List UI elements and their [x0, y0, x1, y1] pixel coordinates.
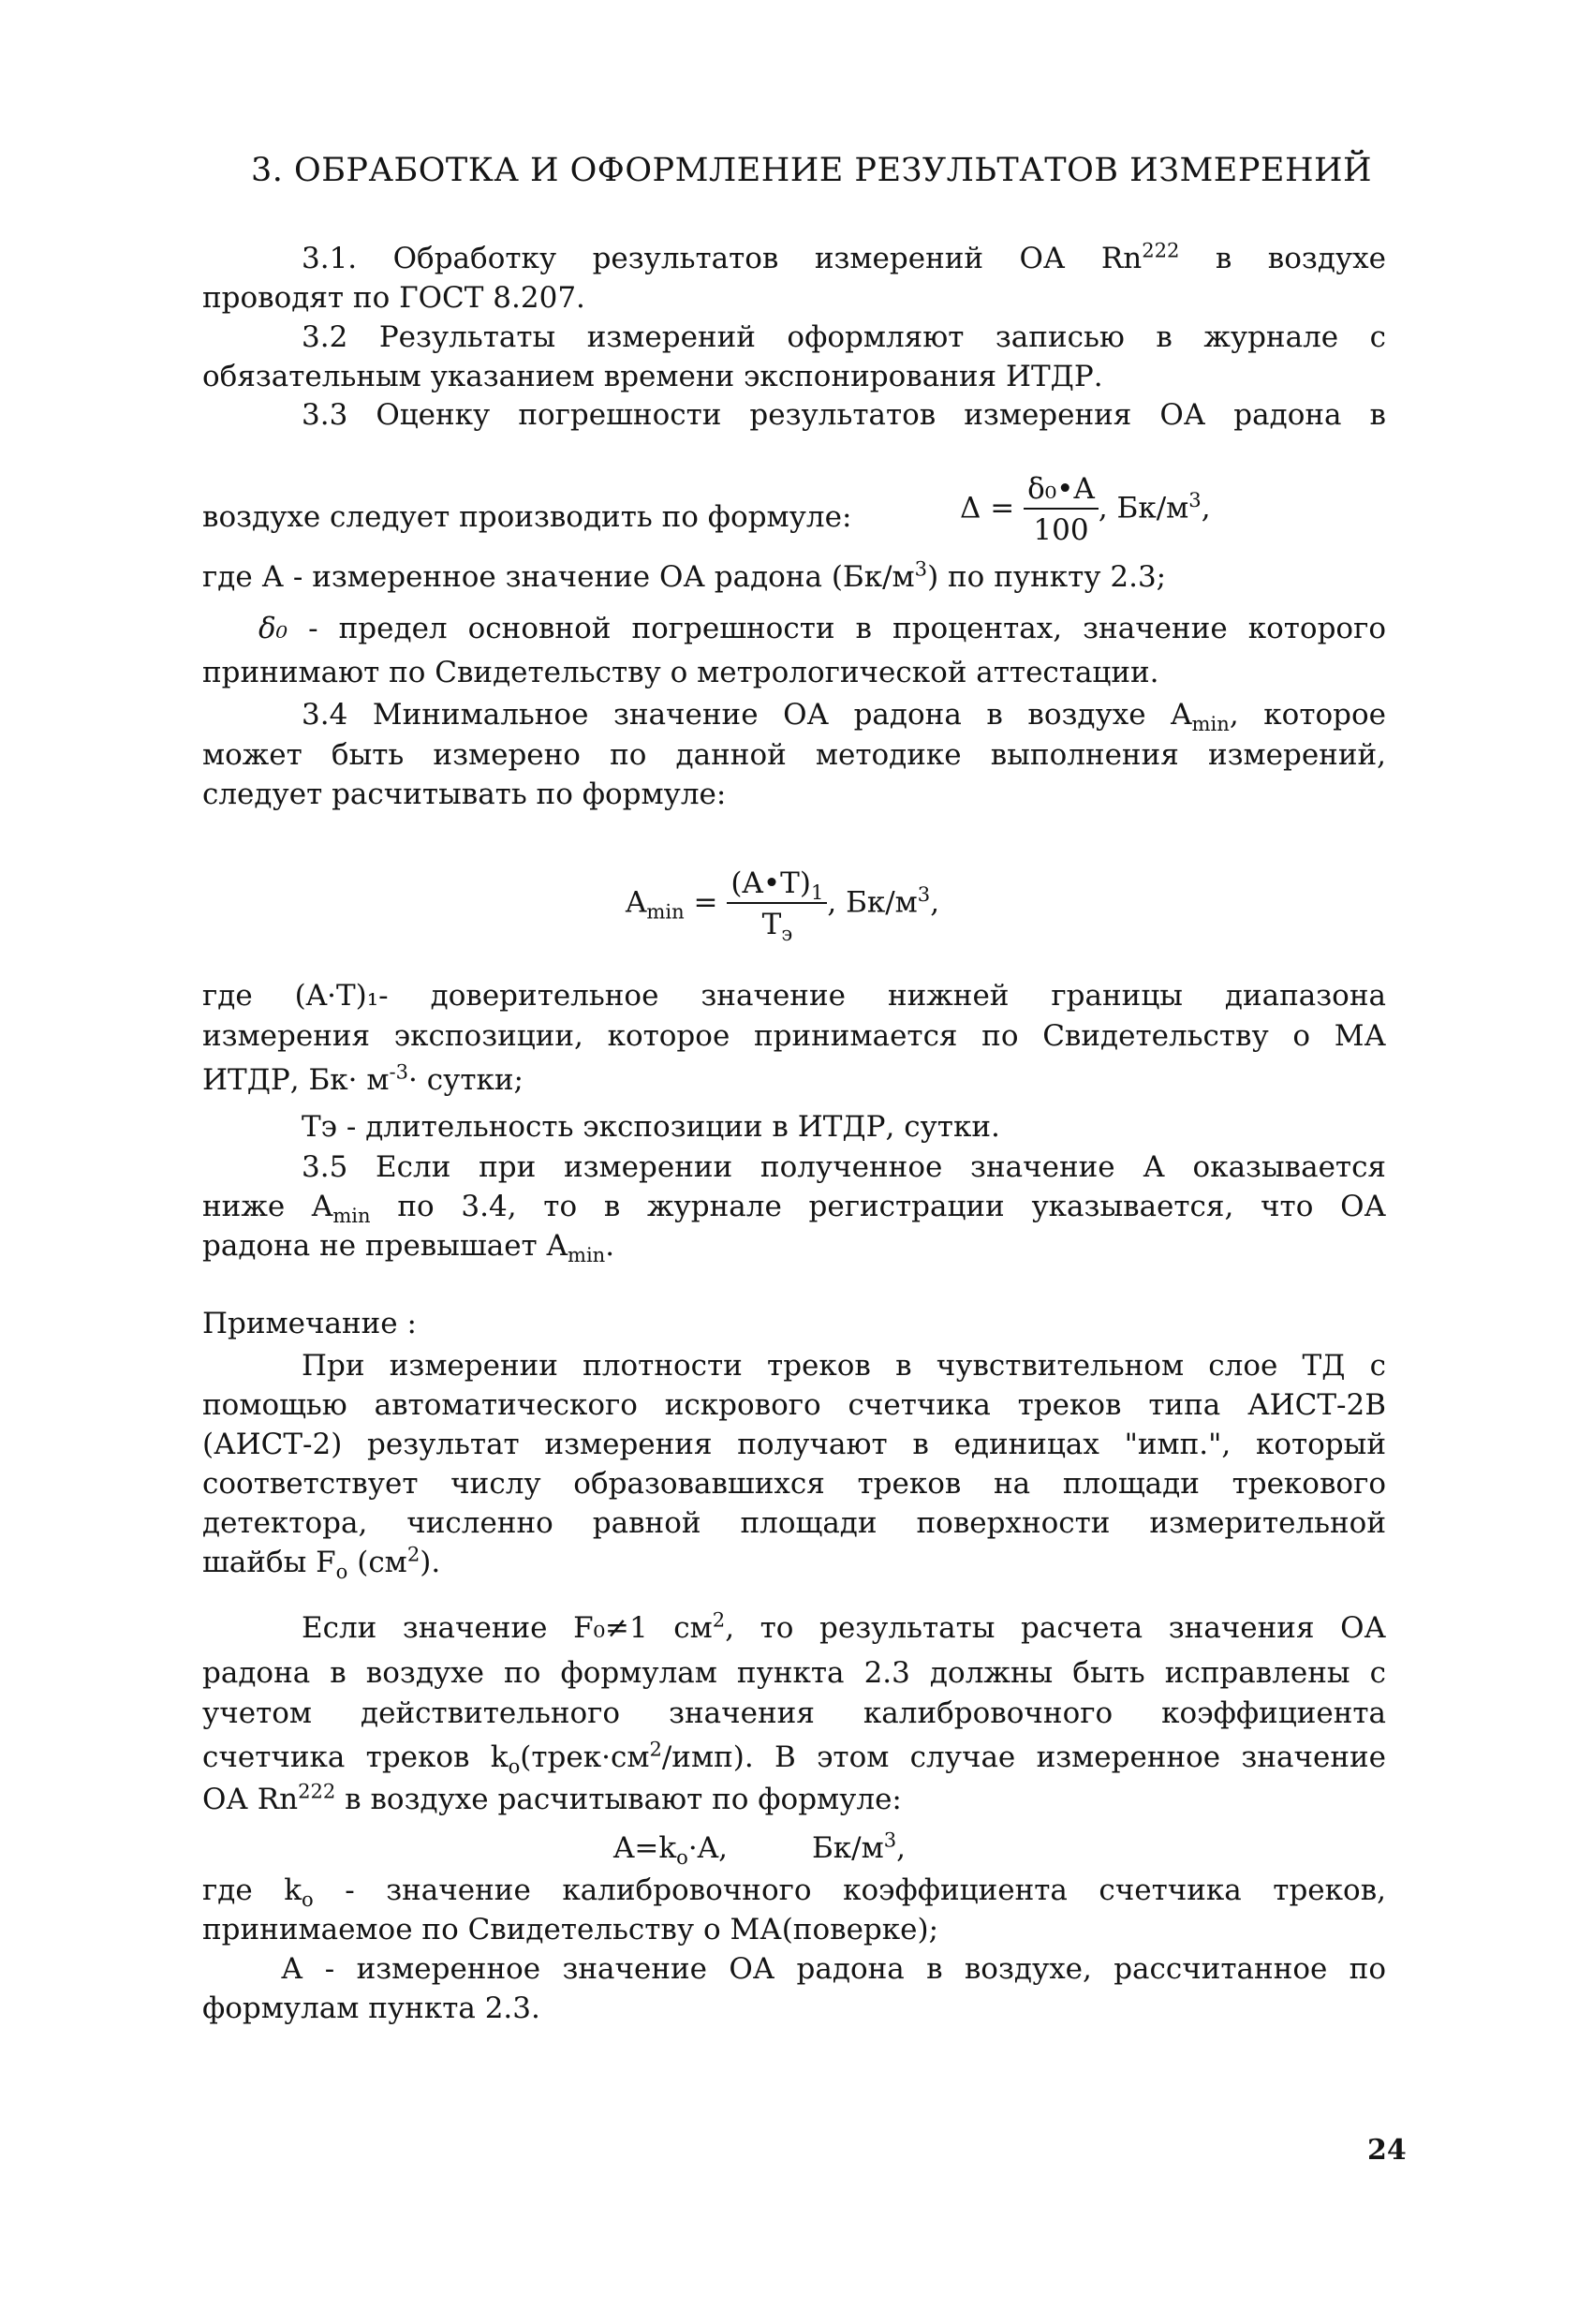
- para-3-5-line-2: ниже $A_{min}$ по 3.4, то в журнале регистрации указывается, что ОА: [202, 1190, 1386, 1228]
- para-3-3-delta-line-1: δ₀ - предел основной погрешности в процентах, значение которого: [258, 612, 1386, 645]
- para-3-4-line-3: следует расчитывать по формуле:: [202, 777, 727, 811]
- if-para-where-4: формулам пункта 2.3.: [202, 1991, 540, 2025]
- para-3-1-line-2: проводят по ГОСТ 8.207.: [202, 281, 585, 315]
- para-3-3-delta-line-2: принимают по Свидетельству о метрологической аттестации.: [202, 656, 1159, 689]
- para-3-3-line-2: воздухе следует производить по формуле:: [202, 500, 852, 534]
- para-3-5-line-1: 3.5 Если при измерении полученное значение А оказывается: [302, 1150, 1386, 1184]
- para-3-4-where-2: измерения экспозиции, которое принимается по Свидетельству о МА: [202, 1019, 1386, 1053]
- note-line-6: шайбы $F_o$ $(см^2)$.: [202, 1542, 441, 1584]
- note-line-1: При измерении плотности треков в чувствительном слое ТД с: [302, 1349, 1386, 1383]
- para-3-1-line-1: 3.1. Обработку результатов измерений ОА Rn$^{222}$ в воздухе: [302, 238, 1386, 275]
- if-para-where-2: принимаемое по Свидетельству о МА(поверке);: [202, 1913, 939, 1947]
- section-heading: 3. ОБРАБОТКА И ОФОРМЛЕНИЕ РЕЗУЛЬТАТОВ ИЗМЕРЕНИЙ: [251, 152, 1373, 189]
- if-para-line-1: Если значение F₀≠1 $см^2$, то результаты расчета значения ОА: [302, 1607, 1386, 1645]
- para-3-3-line-1: 3.3 Оценку погрешности результатов измерения ОА радона в: [302, 398, 1386, 432]
- if-para-line-5: ОА Rn$^{222}$ в воздухе расчитывают по формуле:: [202, 1779, 902, 1816]
- formula-amin-fraction: $\frac{(A•T)_1}{T_э}$: [727, 866, 827, 941]
- if-para-where-1: где $k_o$ - значение калибровочного коэффициента счетчика треков,: [202, 1873, 1386, 1912]
- if-para-line-2: радона в воздухе по формулам пункта 2.3 должны быть исправлены с: [202, 1656, 1386, 1690]
- if-para-where-3: А - измеренное значение ОА радона в воздухе, рассчитанное по: [281, 1952, 1386, 1986]
- para-3-4-where-1: где (A·T)₁- доверительное значение нижней границы диапазона: [202, 979, 1386, 1013]
- para-3-4-line-2: может быть измерено по данной методике выполнения измерений,: [202, 738, 1386, 772]
- note-line-4: соответствует числу образовавшихся треков на площади трекового: [202, 1467, 1386, 1501]
- note-line-2: помощью автоматического искрового счетчика треков типа АИСТ-2В: [202, 1388, 1386, 1422]
- para-3-2-line-1: 3.2 Результаты измерений оформляют записью в журнале с: [302, 320, 1386, 354]
- formula-delta-fraction: $\frac{\text{δ₀•A}}{100}$: [1024, 472, 1099, 547]
- para-3-3-where: где А - измеренное значение ОА радона $(Бк/м^3)$ по пункту 2.3;: [202, 556, 1167, 594]
- note-line-3: (АИСТ-2) результат измерения получают в единицах "имп.", который: [202, 1428, 1386, 1461]
- para-3-4-line-1: 3.4 Минимальное значение ОА радона в воздухе $A_{min}$, которое: [302, 698, 1386, 736]
- para-3-5-line-3: радона не превышает $A_{min}$.: [202, 1229, 615, 1267]
- para-3-4-where-3: ИТДР, $Бк\cdot м^{-3}\cdot$ сутки;: [202, 1059, 524, 1097]
- page-number: 24: [1367, 2134, 1407, 2167]
- formula-delta: Δ = $\frac{\text{δ₀•A}}{100}$ , $Бк/м^3$,: [960, 472, 1211, 547]
- para-3-2-line-2: обязательным указанием времени экспонирования ИТДР.: [202, 360, 1103, 393]
- delta-symbol: δ₀: [258, 612, 288, 645]
- if-para-line-4: счетчика треков $k_o(трек\cdot см^2/имп)$. В этом случае измеренное значение: [202, 1737, 1386, 1779]
- formula-amin: $A_{min}$ = $\frac{(A•T)_1}{T_э}$ , $Бк/м^3$,: [626, 866, 940, 946]
- note-line-5: детектора, численно равной площади поверхности измерительной: [202, 1506, 1386, 1540]
- if-para-line-3: учетом действительного значения калибровочного коэффициента: [202, 1696, 1386, 1730]
- formula-a-corrected: $A=k_o\cdot A$, $Бк/м^3$,: [613, 1828, 906, 1870]
- para-3-4-te: Tэ - длительность экспозиции в ИТДР, сутки.: [302, 1110, 1000, 1144]
- note-title: Примечание :: [202, 1307, 417, 1340]
